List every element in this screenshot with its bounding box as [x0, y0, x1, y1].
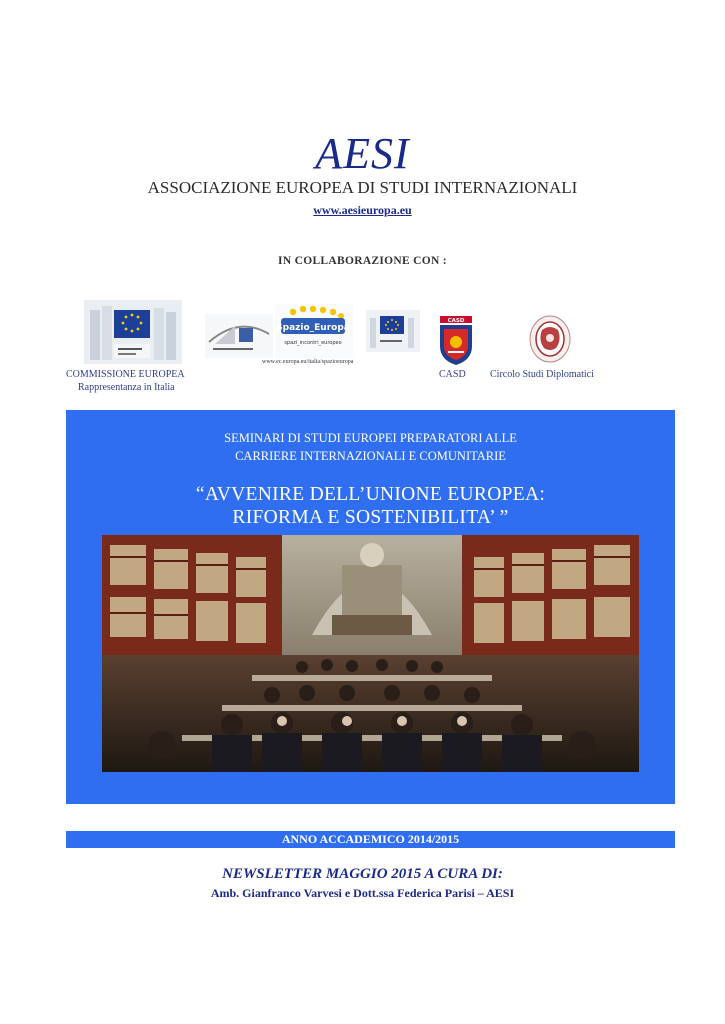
commissione-europea-logo	[84, 300, 182, 364]
headline-line-1: “AVVENIRE DELL’UNIONE EUROPEA:	[195, 484, 546, 505]
headline-line-2: RIFORMA E SOSTENIBILITA’ ”	[232, 507, 509, 528]
seminar-headline	[66, 483, 675, 529]
organization-name: ASSOCIAZIONE EUROPEA DI STUDI INTERNAZIONALI	[147, 178, 578, 197]
collaboration-heading: IN COLLABORAZIONE CON :	[278, 255, 447, 267]
page-title: AESI	[315, 129, 410, 178]
commissione-caption: COMMISSIONE EUROPEA	[66, 369, 185, 380]
seminar-banner	[66, 410, 675, 804]
seminar-line-2: CARRIERE INTERNAZIONALI E COMUNITARIE	[235, 449, 506, 463]
parliament-logo	[205, 314, 273, 358]
casd-crest-logo	[436, 316, 476, 366]
spazio-logo-text: Spazio_Europa	[276, 323, 350, 333]
casd-caption: CASD	[439, 369, 466, 380]
rappresentanza-caption: Rappresentanza in Italia	[78, 382, 175, 393]
spazio-europa-logo	[275, 304, 353, 358]
spazio-europa-url: www.ec.europa.eu/italia/spazioeuropa	[262, 359, 354, 365]
spazio-logo-subtext: spazi_incontri_europeo	[284, 340, 342, 346]
newsletter-heading: NEWSLETTER MAGGIO 2015 A CURA DI:	[222, 866, 503, 882]
authors-line: Amb. Gianfranco Varvesi e Dott.ssa Federica Parisi – AESI	[210, 886, 515, 900]
eu-flag-logo	[366, 310, 420, 352]
seminar-hall-photo	[102, 535, 639, 772]
circolo-caption: Circolo Studi Diplomatici	[490, 369, 594, 380]
casd-logo-text: CASD	[447, 318, 465, 324]
seminar-line-1: SEMINARI DI STUDI EUROPEI PREPARATORI ALLE	[224, 431, 517, 445]
academic-year-bar: ANNO ACCADEMICO 2014/2015	[66, 831, 675, 848]
website-link[interactable]: www.aesieuropa.eu	[313, 203, 412, 217]
circolo-seal-logo	[528, 314, 572, 364]
seminar-description	[66, 429, 675, 465]
